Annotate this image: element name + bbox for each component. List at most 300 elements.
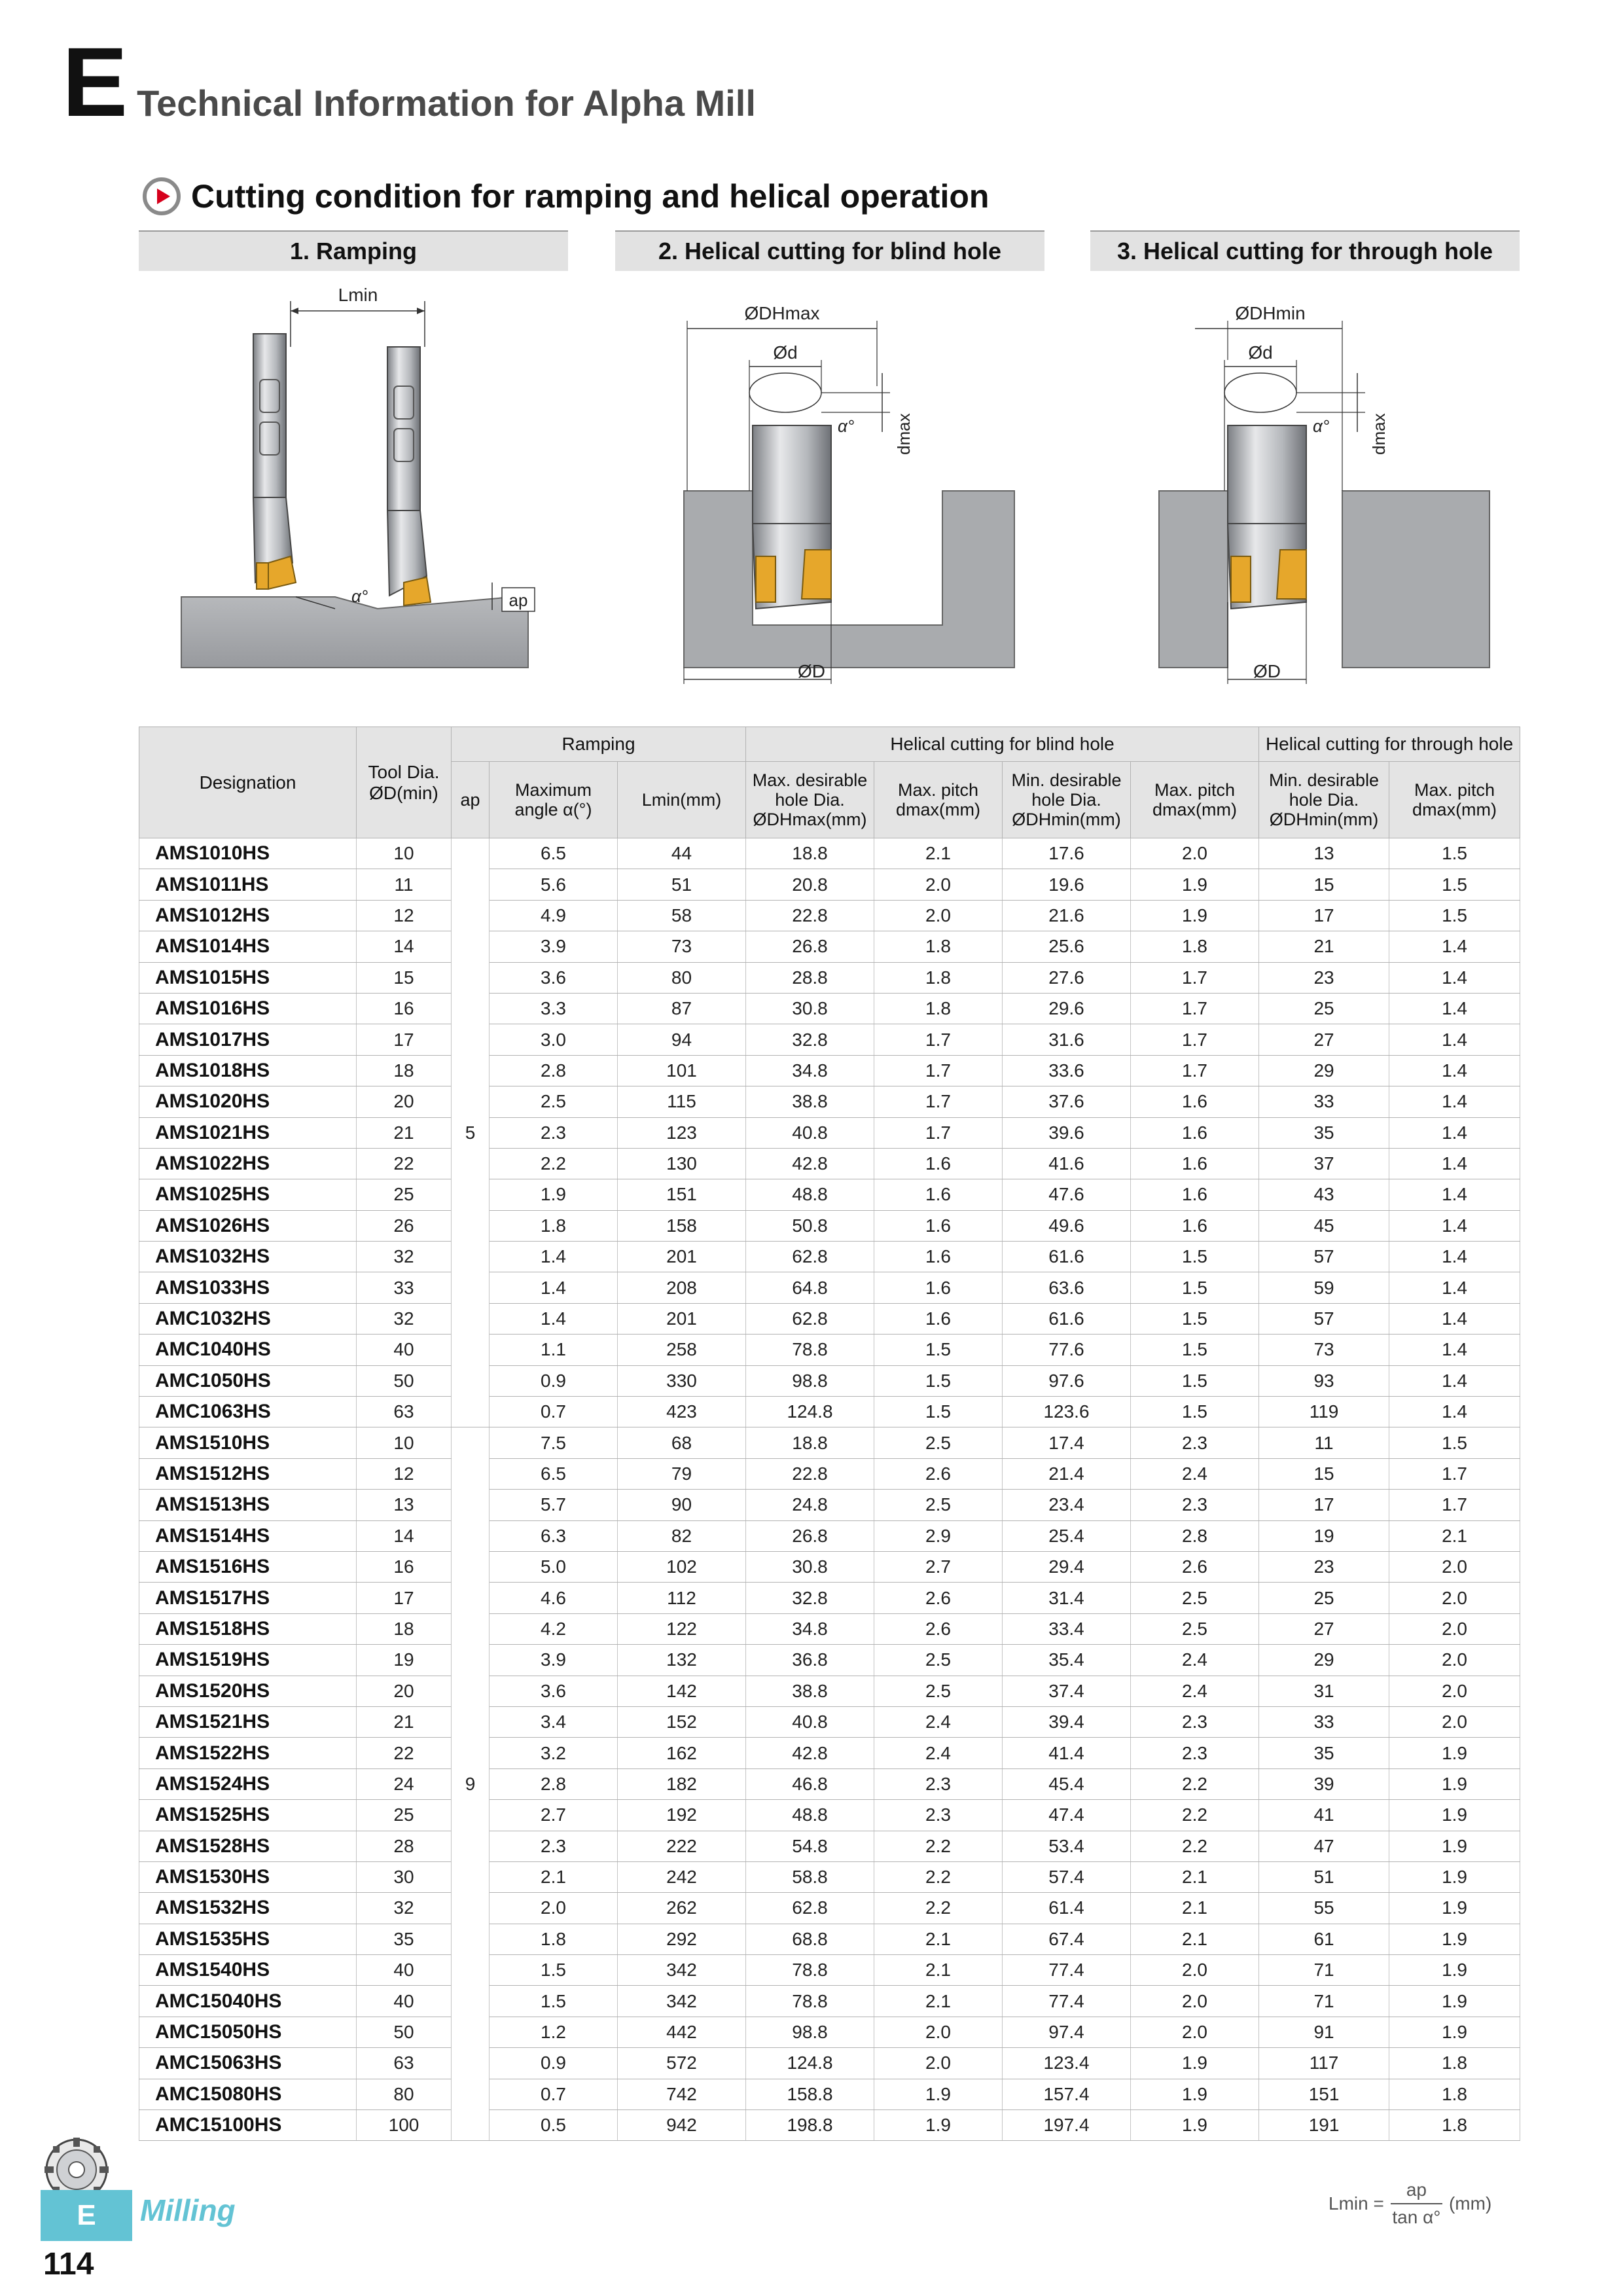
table-cell: 1.4 <box>1389 1210 1520 1241</box>
table-cell: 1.4 <box>1389 962 1520 993</box>
table-cell: 208 <box>618 1272 746 1303</box>
blind-min-dia-header: Min. desirable hole Dia. ØDHmin(mm) <box>1003 762 1131 838</box>
table-cell: 19.6 <box>1003 869 1131 900</box>
table-row <box>139 1365 1520 1396</box>
table-cell: 20 <box>357 1676 452 1706</box>
designation-cell: AMS1026HS <box>139 1210 357 1241</box>
table-cell: 25 <box>1259 1583 1389 1613</box>
table-row <box>139 1645 1520 1676</box>
table-cell: 1.4 <box>490 1272 618 1303</box>
table-cell: 1.9 <box>874 2079 1003 2109</box>
table-cell: 100 <box>357 2110 452 2141</box>
table-cell: 80 <box>357 2079 452 2109</box>
table-cell: 123.4 <box>1003 2048 1131 2079</box>
table-cell: 82 <box>618 1520 746 1551</box>
table-cell: 1.9 <box>1389 1955 1520 1986</box>
table-cell: 35 <box>1259 1738 1389 1768</box>
table-row <box>139 1458 1520 1489</box>
table-cell: 2.6 <box>874 1583 1003 1613</box>
table-cell: 33.4 <box>1003 1613 1131 1644</box>
designation-cell: AMS1514HS <box>139 1520 357 1551</box>
page-title: Technical Information for Alpha Mill <box>137 82 756 124</box>
table-cell: 258 <box>618 1335 746 1365</box>
table-cell: 80 <box>618 962 746 993</box>
ramping-diagram <box>139 275 568 681</box>
table-cell: 50 <box>357 1365 452 1396</box>
table-cell: 18 <box>357 1055 452 1086</box>
table-row <box>139 2079 1520 2109</box>
table-cell: 1.4 <box>1389 1086 1520 1117</box>
table-cell: 63 <box>357 2048 452 2079</box>
table-cell: 79 <box>618 1458 746 1489</box>
table-cell: 77.6 <box>1003 1335 1131 1365</box>
table-cell: 1.6 <box>1131 1086 1259 1117</box>
table-cell: 1.4 <box>490 1242 618 1272</box>
table-cell: 2.0 <box>1389 1551 1520 1582</box>
designation-cell: AMS1521HS <box>139 1706 357 1737</box>
table-cell: 22 <box>357 1738 452 1768</box>
table-cell: 1.8 <box>874 962 1003 993</box>
table-cell: 16 <box>357 1551 452 1582</box>
table-cell: 10 <box>357 838 452 869</box>
table-cell: 49.6 <box>1003 1210 1131 1241</box>
table-cell: 1.4 <box>1389 931 1520 962</box>
ap-cell: 9 <box>452 1427 490 2141</box>
table-row <box>139 1272 1520 1303</box>
table-cell: 91 <box>1259 2017 1389 2047</box>
table-cell: 1.7 <box>1131 1024 1259 1055</box>
table-cell: 1.4 <box>1389 1148 1520 1179</box>
designation-cell: AMS1530HS <box>139 1861 357 1892</box>
table-cell: 1.9 <box>1389 1861 1520 1892</box>
table-row <box>139 1583 1520 1613</box>
table-cell: 94 <box>618 1024 746 1055</box>
table-cell: 21 <box>357 1706 452 1737</box>
table-cell: 152 <box>618 1706 746 1737</box>
designation-cell: AMC15063HS <box>139 2048 357 2079</box>
section-subtitle <box>143 171 989 221</box>
table-row <box>139 1924 1520 1954</box>
table-cell: 1.4 <box>1389 1397 1520 1427</box>
table-cell: 2.0 <box>1131 1986 1259 2017</box>
designation-cell: AMC15100HS <box>139 2110 357 2141</box>
table-cell: 2.0 <box>1389 1645 1520 1676</box>
table-row <box>139 2110 1520 2141</box>
table-cell: 572 <box>618 2048 746 2079</box>
blind-pitch-header: Max. pitch dmax(mm) <box>874 762 1003 838</box>
table-cell: 90 <box>618 1490 746 1520</box>
table-cell: 151 <box>1259 2079 1389 2109</box>
table-cell: 1.5 <box>874 1397 1003 1427</box>
blind-hole-header: Helical cutting for blind hole <box>746 727 1259 762</box>
table-cell: 28 <box>357 1831 452 1861</box>
table-cell: 61.6 <box>1003 1303 1131 1334</box>
table-row <box>139 1955 1520 1986</box>
table-cell: 1.5 <box>1389 1427 1520 1458</box>
table-cell: 2.5 <box>874 1676 1003 1706</box>
dmax-label: dmax <box>894 413 914 455</box>
table-cell: 27 <box>1259 1024 1389 1055</box>
designation-cell: AMS1022HS <box>139 1148 357 1179</box>
table-row <box>139 1893 1520 1924</box>
table-cell: 58.8 <box>746 1861 874 1892</box>
designation-cell: AMS1513HS <box>139 1490 357 1520</box>
table-cell: 35.4 <box>1003 1645 1131 1676</box>
designation-cell: AMS1516HS <box>139 1551 357 1582</box>
table-cell: 2.6 <box>874 1458 1003 1489</box>
table-cell: 29 <box>1259 1645 1389 1676</box>
designation-cell: AMS1520HS <box>139 1676 357 1706</box>
table-cell: 78.8 <box>746 1955 874 1986</box>
table-cell: 15 <box>1259 1458 1389 1489</box>
table-row <box>139 1986 1520 2017</box>
section-letter: E <box>62 27 126 137</box>
table-cell: 33.6 <box>1003 1055 1131 1086</box>
table-cell: 423 <box>618 1397 746 1427</box>
table-cell: 2.1 <box>874 1986 1003 2017</box>
table-cell: 130 <box>618 1148 746 1179</box>
table-cell: 33 <box>1259 1706 1389 1737</box>
table-cell: 1.4 <box>1389 1335 1520 1365</box>
workpiece <box>181 596 528 668</box>
table-cell: 2.0 <box>874 2048 1003 2079</box>
table-cell: 40.8 <box>746 1117 874 1148</box>
table-cell: 2.2 <box>874 1861 1003 1892</box>
table-cell: 3.2 <box>490 1738 618 1768</box>
tool-shank <box>1228 425 1306 524</box>
table-cell: 41 <box>1259 1800 1389 1831</box>
table-cell: 292 <box>618 1924 746 1954</box>
table-row <box>139 1024 1520 1055</box>
table-cell: 330 <box>618 1365 746 1396</box>
designation-cell: AMS1525HS <box>139 1800 357 1831</box>
dmax-label: dmax <box>1369 413 1389 455</box>
table-cell: 48.8 <box>746 1800 874 1831</box>
table-cell: 35 <box>357 1924 452 1954</box>
table-cell: 2.2 <box>874 1831 1003 1861</box>
table-cell: 62.8 <box>746 1893 874 1924</box>
formula-denominator: tan α° <box>1392 2207 1441 2227</box>
table-cell: 2.5 <box>874 1427 1003 1458</box>
table-cell: 117 <box>1259 2048 1389 2079</box>
table-cell: 1.4 <box>490 1303 618 1334</box>
table-cell: 26 <box>357 1210 452 1241</box>
table-cell: 25 <box>357 1179 452 1210</box>
table-cell: 1.6 <box>1131 1148 1259 1179</box>
tool-shank <box>253 334 286 497</box>
table-row <box>139 869 1520 900</box>
table-cell: 119 <box>1259 1397 1389 1427</box>
table-cell: 1.7 <box>874 1086 1003 1117</box>
lmin-formula <box>1329 2179 1491 2228</box>
table-cell: 15 <box>357 962 452 993</box>
page-header <box>62 27 756 137</box>
table-cell: 51 <box>1259 1861 1389 1892</box>
table-cell: 34.8 <box>746 1613 874 1644</box>
od-label: ØD <box>798 661 825 681</box>
table-row <box>139 1706 1520 1737</box>
table-cell: 1.4 <box>1389 1024 1520 1055</box>
table-cell: 32 <box>357 1893 452 1924</box>
table-cell: 12 <box>357 900 452 931</box>
table-cell: 1.5 <box>1131 1335 1259 1365</box>
table-cell: 3.0 <box>490 1024 618 1055</box>
table-cell: 1.4 <box>1389 1242 1520 1272</box>
table-cell: 32 <box>357 1303 452 1334</box>
table-cell: 40 <box>357 1335 452 1365</box>
blind-hole-label: 2. Helical cutting for blind hole <box>615 230 1044 271</box>
table-row <box>139 2017 1520 2047</box>
through-hole-header: Helical cutting for through hole <box>1259 727 1520 762</box>
table-row <box>139 1179 1520 1210</box>
table-cell: 1.5 <box>1131 1397 1259 1427</box>
table-cell: 3.9 <box>490 931 618 962</box>
table-cell: 1.9 <box>1389 1738 1520 1768</box>
table-cell: 26.8 <box>746 931 874 962</box>
designation-cell: AMS1535HS <box>139 1924 357 1954</box>
table-cell: 2.5 <box>874 1490 1003 1520</box>
designation-cell: AMS1010HS <box>139 838 357 869</box>
table-cell: 14 <box>357 931 452 962</box>
table-cell: 115 <box>618 1086 746 1117</box>
table-cell: 55 <box>1259 1893 1389 1924</box>
table-cell: 22 <box>357 1148 452 1179</box>
table-cell: 3.4 <box>490 1706 618 1737</box>
ap-label: ap <box>508 590 528 610</box>
table-cell: 342 <box>618 1986 746 2017</box>
table-cell: 2.7 <box>490 1800 618 1831</box>
designation-cell: AMS1528HS <box>139 1831 357 1861</box>
table-row <box>139 962 1520 993</box>
table-cell: 182 <box>618 1768 746 1799</box>
table-cell: 73 <box>618 931 746 962</box>
designation-cell: AMS1020HS <box>139 1086 357 1117</box>
table-cell: 151 <box>618 1179 746 1210</box>
table-row <box>139 1738 1520 1768</box>
table-row <box>139 1861 1520 1892</box>
table-cell: 1.5 <box>1389 838 1520 869</box>
table-cell: 1.1 <box>490 1335 618 1365</box>
table-cell: 2.9 <box>874 1520 1003 1551</box>
designation-cell: AMC1032HS <box>139 1303 357 1334</box>
table-cell: 2.3 <box>490 1831 618 1861</box>
table-cell: 132 <box>618 1645 746 1676</box>
table-cell: 201 <box>618 1242 746 1272</box>
table-cell: 31.4 <box>1003 1583 1131 1613</box>
table-cell: 57 <box>1259 1303 1389 1334</box>
table-cell: 1.7 <box>1131 993 1259 1024</box>
table-cell: 3.6 <box>490 962 618 993</box>
table-cell: 98.8 <box>746 1365 874 1396</box>
table-cell: 28.8 <box>746 962 874 993</box>
table-cell: 98.8 <box>746 2017 874 2047</box>
play-icon <box>143 177 181 215</box>
table-row <box>139 1520 1520 1551</box>
table-cell: 62.8 <box>746 1303 874 1334</box>
insert-icon <box>257 563 268 589</box>
table-cell: 2.4 <box>1131 1645 1259 1676</box>
table-cell: 191 <box>1259 2110 1389 2141</box>
table-row <box>139 993 1520 1024</box>
designation-cell: AMS1018HS <box>139 1055 357 1086</box>
table-cell: 2.4 <box>1131 1458 1259 1489</box>
table-cell: 1.8 <box>874 931 1003 962</box>
table-cell: 58 <box>618 900 746 931</box>
designation-cell: AMS1016HS <box>139 993 357 1024</box>
table-cell: 18.8 <box>746 838 874 869</box>
table-cell: 54.8 <box>746 1831 874 1861</box>
table-cell: 77.4 <box>1003 1986 1131 2017</box>
table-cell: 57 <box>1259 1242 1389 1272</box>
table-cell: 0.7 <box>490 2079 618 2109</box>
table-cell: 47 <box>1259 1831 1389 1861</box>
table-cell: 42.8 <box>746 1148 874 1179</box>
table-cell: 2.3 <box>1131 1706 1259 1737</box>
table-cell: 1.9 <box>1389 1800 1520 1831</box>
designation-cell: AMS1015HS <box>139 962 357 993</box>
table-cell: 2.4 <box>874 1706 1003 1737</box>
table-cell: 2.6 <box>874 1613 1003 1644</box>
table-cell: 1.8 <box>490 1924 618 1954</box>
table-cell: 162 <box>618 1738 746 1768</box>
table-cell: 23 <box>1259 1551 1389 1582</box>
table-row <box>139 1148 1520 1179</box>
ramping-header: Ramping <box>452 727 746 762</box>
blind-max-dia-header: Max. desirable hole Dia. ØDHmax(mm) <box>746 762 874 838</box>
table-cell: 13 <box>1259 838 1389 869</box>
table-cell: 14 <box>357 1520 452 1551</box>
table-cell: 0.5 <box>490 2110 618 2141</box>
table-cell: 112 <box>618 1583 746 1613</box>
table-cell: 1.4 <box>1389 1179 1520 1210</box>
alpha-label: α° <box>838 416 855 436</box>
table-row <box>139 1335 1520 1365</box>
table-cell: 20 <box>357 1086 452 1117</box>
table-cell: 1.9 <box>1389 1893 1520 1924</box>
table-cell: 17 <box>1259 1490 1389 1520</box>
designation-cell: AMS1540HS <box>139 1955 357 1986</box>
table-row <box>139 1551 1520 1582</box>
table-cell: 2.1 <box>1131 1861 1259 1892</box>
table-cell: 1.9 <box>1131 900 1259 931</box>
designation-cell: AMS1522HS <box>139 1738 357 1768</box>
table-cell: 61.6 <box>1003 1242 1131 1272</box>
table-cell: 36.8 <box>746 1645 874 1676</box>
through-hole-diagram <box>1090 275 1520 694</box>
designation-cell: AMS1021HS <box>139 1117 357 1148</box>
table-cell: 1.8 <box>1389 2048 1520 2079</box>
table-cell: 1.9 <box>1389 2017 1520 2047</box>
table-cell: 78.8 <box>746 1986 874 2017</box>
table-row <box>139 1676 1520 1706</box>
table-cell: 1.6 <box>1131 1117 1259 1148</box>
table-cell: 2.2 <box>1131 1831 1259 1861</box>
table-cell: 39.6 <box>1003 1117 1131 1148</box>
cutting-condition-table <box>139 726 1520 2141</box>
table-cell: 2.0 <box>874 2017 1003 2047</box>
workpiece <box>684 491 1014 668</box>
table-cell: 2.2 <box>874 1893 1003 1924</box>
table-row <box>139 1397 1520 1427</box>
table-cell: 2.5 <box>1131 1583 1259 1613</box>
table-cell: 1.5 <box>1389 900 1520 931</box>
table-cell: 2.2 <box>490 1148 618 1179</box>
through-pitch-header: Max. pitch dmax(mm) <box>1389 762 1520 838</box>
table-cell: 3.9 <box>490 1645 618 1676</box>
table-cell: 1.5 <box>1131 1365 1259 1396</box>
section-tab: E <box>41 2190 132 2241</box>
formula-numerator: ap <box>1391 2179 1442 2204</box>
ramping-label: 1. Ramping <box>139 230 568 271</box>
table-row <box>139 1427 1520 1458</box>
table-cell: 67.4 <box>1003 1924 1131 1954</box>
table-cell: 2.1 <box>1131 1893 1259 1924</box>
table-cell: 37.4 <box>1003 1676 1131 1706</box>
table-cell: 22.8 <box>746 1458 874 1489</box>
table-cell: 1.6 <box>874 1272 1003 1303</box>
table-cell: 46.8 <box>746 1768 874 1799</box>
table-cell: 4.9 <box>490 900 618 931</box>
table-cell: 5.7 <box>490 1490 618 1520</box>
table-cell: 124.8 <box>746 2048 874 2079</box>
table-cell: 198.8 <box>746 2110 874 2141</box>
table-cell: 37.6 <box>1003 1086 1131 1117</box>
table-cell: 0.9 <box>490 1365 618 1396</box>
table-cell: 442 <box>618 2017 746 2047</box>
table-cell: 12 <box>357 1458 452 1489</box>
table-cell: 31 <box>1259 1676 1389 1706</box>
table-row <box>139 2048 1520 2079</box>
table-cell: 1.9 <box>1389 1986 1520 2017</box>
table-cell: 2.0 <box>874 869 1003 900</box>
table-cell: 1.9 <box>1389 1831 1520 1861</box>
table-cell: 3.3 <box>490 993 618 1024</box>
table-cell: 201 <box>618 1303 746 1334</box>
table-cell: 37 <box>1259 1148 1389 1179</box>
table-cell: 50.8 <box>746 1210 874 1241</box>
lmin-label: Lmin <box>338 285 378 305</box>
table-cell: 21 <box>357 1117 452 1148</box>
table-cell: 48.8 <box>746 1179 874 1210</box>
table-cell: 1.9 <box>874 2110 1003 2141</box>
insert-icon <box>1231 556 1251 602</box>
max-angle-header: Maximum angle α(°) <box>490 762 618 838</box>
table-cell: 1.8 <box>1389 2110 1520 2141</box>
table-cell: 26.8 <box>746 1520 874 1551</box>
table-cell: 61 <box>1259 1924 1389 1954</box>
table-row <box>139 1055 1520 1086</box>
d-label: Ød <box>773 342 798 363</box>
table-cell: 2.3 <box>1131 1490 1259 1520</box>
table-cell: 53.4 <box>1003 1831 1131 1861</box>
table-cell: 0.7 <box>490 1397 618 1427</box>
table-cell: 1.7 <box>874 1055 1003 1086</box>
designation-cell: AMS1519HS <box>139 1645 357 1676</box>
table-row <box>139 1831 1520 1861</box>
table-cell: 2.5 <box>490 1086 618 1117</box>
table-cell: 6.5 <box>490 1458 618 1489</box>
table-cell: 4.6 <box>490 1583 618 1613</box>
table-cell: 40 <box>357 1986 452 2017</box>
table-cell: 30.8 <box>746 1551 874 1582</box>
table-cell: 2.0 <box>490 1893 618 1924</box>
table-cell: 5.0 <box>490 1551 618 1582</box>
table-cell: 342 <box>618 1955 746 1986</box>
table-cell: 35 <box>1259 1117 1389 1148</box>
table-cell: 62.8 <box>746 1242 874 1272</box>
table-row <box>139 1117 1520 1148</box>
insert-icon <box>756 556 776 602</box>
